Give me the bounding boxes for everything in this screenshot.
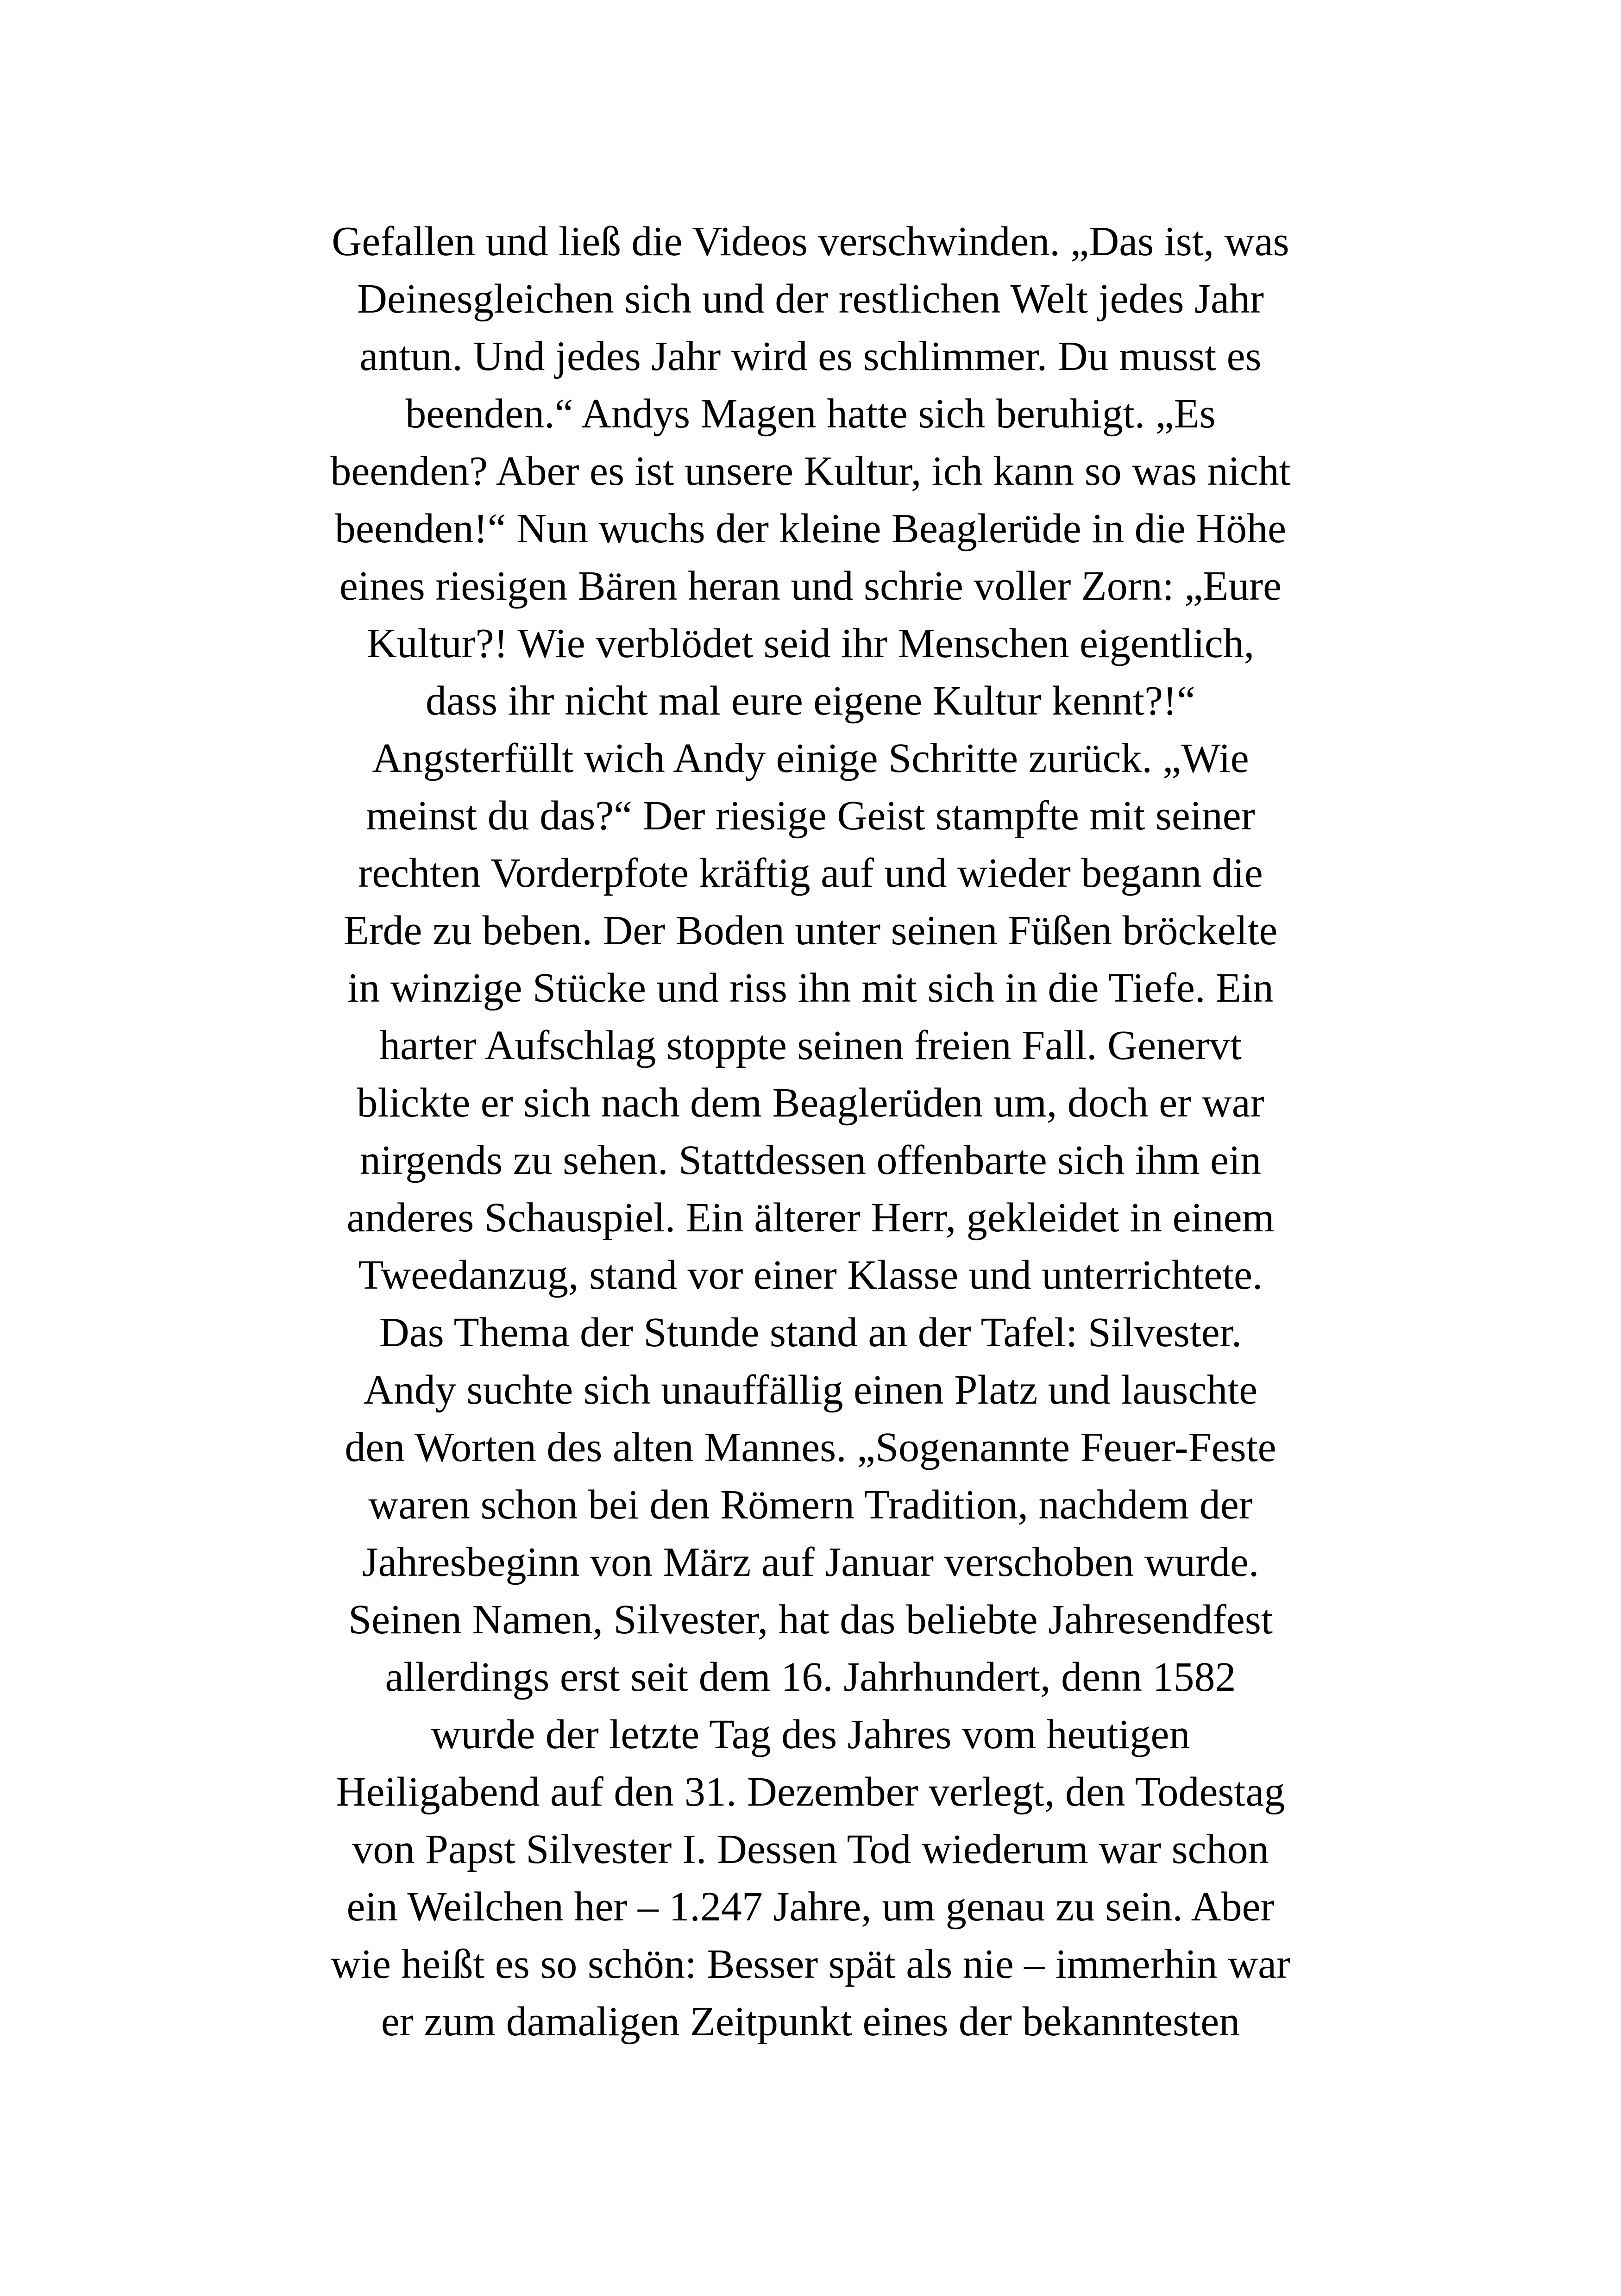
text-line: allerdings erst seit dem 16. Jahrhundert, denn 1582: [385, 1654, 1236, 1700]
text-line: meinst du das?“ Der riesige Geist stampfte mit seiner: [366, 793, 1255, 839]
body-text: [195, 213, 1426, 2051]
text-line: beenden.“ Andys Magen hatte sich beruhigt. „Es: [405, 391, 1216, 437]
text-line: Das Thema der Stunde stand an der Tafel: Silvester.: [379, 1310, 1242, 1355]
text-line: dass ihr nicht mal eure eigene Kultur kennt?!“: [426, 678, 1195, 724]
text-line: Heiligabend auf den 31. Dezember verlegt, den Todestag: [336, 1769, 1285, 1815]
text-line: wie heißt es so schön: Besser spät als nie – immerhin war: [330, 1941, 1291, 1987]
text-line: beenden? Aber es ist unsere Kultur, ich kann so was nicht: [330, 448, 1291, 494]
text-line: Andy suchte sich unauffällig einen Platz und lauschte: [363, 1367, 1258, 1413]
text-line: rechten Vorderpfote kräftig auf und wieder begann die: [358, 850, 1263, 896]
text-line: Seinen Namen, Silvester, hat das beliebte Jahresendfest: [348, 1597, 1273, 1643]
text-line: ein Weilchen her – 1.247 Jahre, um genau zu sein. Aber: [346, 1884, 1275, 1930]
text-line: waren schon bei den Römern Tradition, nachdem der: [368, 1482, 1253, 1528]
text-line: harter Aufschlag stoppte seinen freien Fall. Genervt: [379, 1023, 1242, 1068]
text-line: Gefallen und ließ die Videos verschwinden. „Das ist, was: [332, 219, 1289, 264]
text-line: wurde der letzte Tag des Jahres vom heutigen: [431, 1712, 1190, 1757]
text-line: Kultur?! Wie verblödet seid ihr Menschen eigentlich,: [366, 621, 1255, 666]
text-line: eines riesigen Bären heran und schrie voller Zorn: „Eure: [339, 563, 1282, 609]
text-line: nirgends zu sehen. Stattdessen offenbarte sich ihm ein: [359, 1137, 1262, 1183]
text-line: Tweedanzug, stand vor einer Klasse und unterrichtete.: [358, 1252, 1263, 1298]
text-line: Jahresbeginn von März auf Januar verschoben wurde.: [362, 1539, 1259, 1585]
text-line: beenden!“ Nun wuchs der kleine Beaglerüde in die Höhe: [334, 506, 1287, 552]
text-line: Angsterfüllt wich Andy einige Schritte zurück. „Wie: [372, 735, 1249, 781]
text-line: antun. Und jedes Jahr wird es schlimmer. Du musst es: [359, 333, 1262, 379]
text-line: anderes Schauspiel. Ein älterer Herr, gekleidet in einem: [346, 1195, 1275, 1241]
text-line: in winzige Stücke und riss ihn mit sich in die Tiefe. Ein: [347, 965, 1274, 1011]
text-line: den Worten des alten Mannes. „Sogenannte Feuer-Feste: [345, 1424, 1276, 1470]
text-line: er zum damaligen Zeitpunkt eines der bekanntesten: [381, 1999, 1240, 2045]
text-line: Deinesgleichen sich und der restlichen Welt jedes Jahr: [357, 276, 1264, 322]
text-line: Erde zu beben. Der Boden unter seinen Füßen bröckelte: [343, 908, 1278, 954]
text-line: blickte er sich nach dem Beaglerüden um, doch er war: [357, 1080, 1264, 1126]
text-line: von Papst Silvester I. Dessen Tod wiederum war schon: [352, 1826, 1269, 1872]
